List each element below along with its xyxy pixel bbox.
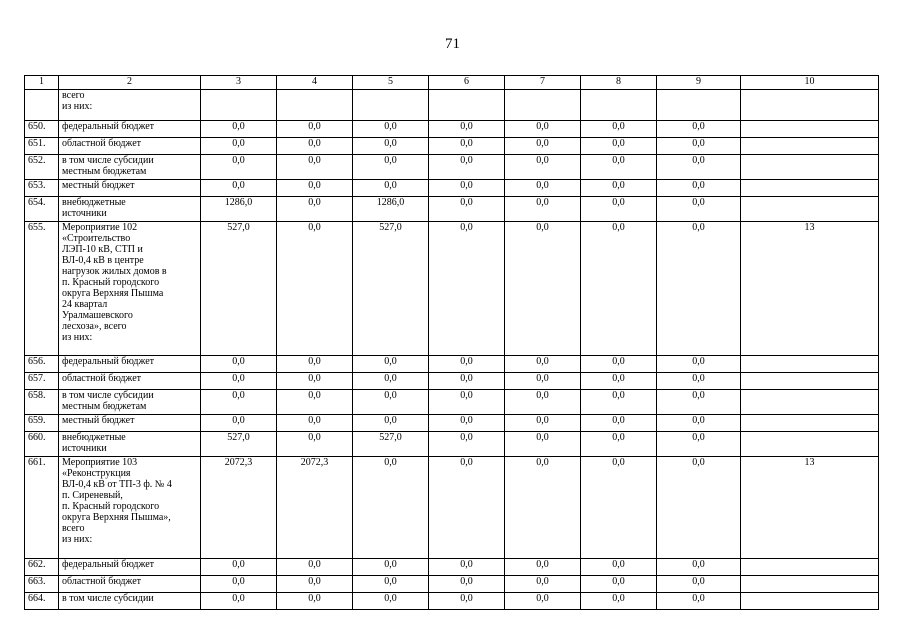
value-cell: 2072,3 [201, 457, 277, 559]
value-cell: 0,0 [505, 432, 581, 457]
value-cell: 0,0 [353, 138, 429, 155]
value-cell: 0,0 [277, 415, 353, 432]
value-cell: 0,0 [429, 121, 505, 138]
value-cell: 0,0 [505, 415, 581, 432]
row-number: 663. [25, 576, 59, 593]
table-row [25, 593, 879, 610]
row-description: Мероприятие 102 «Строительство ЛЭП-10 кВ, СТП и ВЛ-0,4 кВ в центре нагрузок жилых домов в п. Красный городского округа Верхняя Пышма 24 квартал Уралмашевского лесхоза», всего из них: [59, 222, 201, 356]
value-cell: 0,0 [657, 593, 741, 610]
row-number: 658. [25, 390, 59, 415]
value-cell: 0,0 [429, 593, 505, 610]
value-cell: 0,0 [657, 457, 741, 559]
value-cell: 0,0 [581, 559, 657, 576]
value-cell: 0,0 [277, 180, 353, 197]
reference-cell [741, 90, 879, 121]
value-cell: 0,0 [581, 222, 657, 356]
value-cell: 0,0 [201, 180, 277, 197]
row-number: 657. [25, 373, 59, 390]
value-cell: 0,0 [581, 138, 657, 155]
value-cell [581, 90, 657, 121]
row-number: 652. [25, 155, 59, 180]
table-row [25, 576, 879, 593]
page-number: 71 [445, 36, 460, 52]
value-cell: 0,0 [429, 155, 505, 180]
table-header-row [25, 76, 879, 90]
table-row [25, 138, 879, 155]
reference-cell [741, 180, 879, 197]
table-row [25, 180, 879, 197]
column-header: 8 [581, 76, 657, 90]
row-description: федеральный бюджет [59, 356, 201, 373]
value-cell: 0,0 [657, 559, 741, 576]
value-cell: 527,0 [353, 432, 429, 457]
value-cell: 0,0 [657, 356, 741, 373]
value-cell: 0,0 [505, 576, 581, 593]
reference-cell [741, 559, 879, 576]
table-row [25, 155, 879, 180]
column-header: 7 [505, 76, 581, 90]
value-cell: 0,0 [657, 432, 741, 457]
reference-cell [741, 432, 879, 457]
row-number: 656. [25, 356, 59, 373]
row-number: 651. [25, 138, 59, 155]
column-header: 2 [59, 76, 201, 90]
value-cell [277, 90, 353, 121]
row-number: 664. [25, 593, 59, 610]
reference-cell [741, 155, 879, 180]
reference-cell [741, 415, 879, 432]
value-cell: 0,0 [657, 222, 741, 356]
table-row [25, 415, 879, 432]
value-cell: 0,0 [277, 432, 353, 457]
row-description: областной бюджет [59, 373, 201, 390]
reference-cell [741, 593, 879, 610]
table-row [25, 121, 879, 138]
value-cell: 0,0 [429, 390, 505, 415]
value-cell: 0,0 [277, 390, 353, 415]
value-cell: 0,0 [657, 155, 741, 180]
value-cell: 0,0 [277, 222, 353, 356]
table-row [25, 432, 879, 457]
row-description: внебюджетные источники [59, 432, 201, 457]
value-cell: 0,0 [657, 197, 741, 222]
value-cell: 0,0 [353, 415, 429, 432]
row-number: 650. [25, 121, 59, 138]
value-cell: 0,0 [201, 121, 277, 138]
value-cell: 0,0 [581, 390, 657, 415]
row-description: федеральный бюджет [59, 121, 201, 138]
value-cell [201, 90, 277, 121]
value-cell: 0,0 [277, 576, 353, 593]
value-cell: 0,0 [657, 415, 741, 432]
row-number: 662. [25, 559, 59, 576]
reference-cell: 13 [741, 222, 879, 356]
value-cell: 0,0 [581, 432, 657, 457]
value-cell: 0,0 [429, 197, 505, 222]
value-cell: 0,0 [505, 222, 581, 356]
column-header: 9 [657, 76, 741, 90]
value-cell: 0,0 [657, 121, 741, 138]
value-cell: 0,0 [581, 415, 657, 432]
value-cell: 0,0 [581, 155, 657, 180]
value-cell: 0,0 [201, 415, 277, 432]
value-cell: 0,0 [353, 356, 429, 373]
value-cell: 0,0 [429, 432, 505, 457]
reference-cell [741, 373, 879, 390]
value-cell [505, 90, 581, 121]
value-cell: 1286,0 [353, 197, 429, 222]
row-description: местный бюджет [59, 180, 201, 197]
value-cell: 0,0 [505, 559, 581, 576]
value-cell: 0,0 [505, 390, 581, 415]
value-cell: 1286,0 [201, 197, 277, 222]
table-row [25, 373, 879, 390]
value-cell: 0,0 [353, 457, 429, 559]
value-cell: 0,0 [277, 593, 353, 610]
value-cell: 0,0 [353, 559, 429, 576]
value-cell: 0,0 [505, 155, 581, 180]
value-cell: 0,0 [505, 356, 581, 373]
value-cell: 0,0 [581, 457, 657, 559]
value-cell [657, 90, 741, 121]
table-row [25, 197, 879, 222]
table-row [25, 457, 879, 559]
table-row [25, 90, 879, 121]
value-cell: 0,0 [201, 155, 277, 180]
value-cell: 0,0 [277, 121, 353, 138]
value-cell: 0,0 [429, 138, 505, 155]
value-cell: 0,0 [429, 180, 505, 197]
reference-cell [741, 197, 879, 222]
reference-cell [741, 576, 879, 593]
row-description: областной бюджет [59, 138, 201, 155]
value-cell: 0,0 [353, 576, 429, 593]
table-row [25, 222, 879, 356]
value-cell: 0,0 [581, 197, 657, 222]
value-cell: 0,0 [429, 559, 505, 576]
value-cell: 0,0 [277, 197, 353, 222]
reference-cell: 13 [741, 457, 879, 559]
value-cell: 0,0 [201, 138, 277, 155]
value-cell: 0,0 [277, 356, 353, 373]
value-cell: 0,0 [429, 415, 505, 432]
value-cell: 0,0 [657, 180, 741, 197]
value-cell: 0,0 [657, 138, 741, 155]
value-cell: 0,0 [201, 356, 277, 373]
row-number: 660. [25, 432, 59, 457]
reference-cell [741, 138, 879, 155]
table-row [25, 390, 879, 415]
value-cell: 0,0 [505, 180, 581, 197]
row-number [25, 90, 59, 121]
value-cell: 0,0 [581, 356, 657, 373]
value-cell: 0,0 [505, 197, 581, 222]
value-cell: 0,0 [429, 356, 505, 373]
row-description: областной бюджет [59, 576, 201, 593]
value-cell: 0,0 [277, 559, 353, 576]
column-header: 3 [201, 76, 277, 90]
budget-table [24, 75, 879, 610]
table-row [25, 559, 879, 576]
row-number: 661. [25, 457, 59, 559]
table-row [25, 356, 879, 373]
value-cell: 0,0 [353, 155, 429, 180]
value-cell: 0,0 [201, 559, 277, 576]
value-cell: 0,0 [201, 593, 277, 610]
value-cell: 0,0 [581, 373, 657, 390]
value-cell: 2072,3 [277, 457, 353, 559]
value-cell: 0,0 [505, 138, 581, 155]
row-description: в том числе субсидии [59, 593, 201, 610]
row-description: в том числе субсидии местным бюджетам [59, 390, 201, 415]
row-description: местный бюджет [59, 415, 201, 432]
row-number: 653. [25, 180, 59, 197]
column-header: 10 [741, 76, 879, 90]
value-cell: 0,0 [581, 180, 657, 197]
reference-cell [741, 356, 879, 373]
value-cell: 0,0 [277, 373, 353, 390]
value-cell: 0,0 [657, 373, 741, 390]
value-cell: 0,0 [353, 593, 429, 610]
row-description: федеральный бюджет [59, 559, 201, 576]
value-cell [429, 90, 505, 121]
reference-cell [741, 121, 879, 138]
value-cell: 0,0 [581, 576, 657, 593]
value-cell: 527,0 [353, 222, 429, 356]
value-cell: 0,0 [505, 457, 581, 559]
value-cell: 0,0 [353, 373, 429, 390]
value-cell: 0,0 [277, 155, 353, 180]
row-description: всего из них: [59, 90, 201, 121]
column-header: 6 [429, 76, 505, 90]
row-number: 654. [25, 197, 59, 222]
value-cell: 527,0 [201, 432, 277, 457]
value-cell: 0,0 [505, 373, 581, 390]
value-cell [353, 90, 429, 121]
value-cell: 0,0 [657, 390, 741, 415]
value-cell: 0,0 [201, 373, 277, 390]
reference-cell [741, 390, 879, 415]
value-cell: 0,0 [201, 390, 277, 415]
value-cell: 0,0 [201, 576, 277, 593]
value-cell: 0,0 [353, 180, 429, 197]
value-cell: 0,0 [353, 121, 429, 138]
column-header: 5 [353, 76, 429, 90]
value-cell: 0,0 [353, 390, 429, 415]
value-cell: 527,0 [201, 222, 277, 356]
value-cell: 0,0 [505, 593, 581, 610]
value-cell: 0,0 [429, 576, 505, 593]
value-cell: 0,0 [505, 121, 581, 138]
row-description: в том числе субсидии местным бюджетам [59, 155, 201, 180]
value-cell: 0,0 [429, 373, 505, 390]
column-header: 4 [277, 76, 353, 90]
row-description: Мероприятие 103 «Реконструкция ВЛ-0,4 кВ от ТП-3 ф. № 4 п. Сиреневый, п. Красный городского округа Верхняя Пышма», всего из них: [59, 457, 201, 559]
column-header: 1 [25, 76, 59, 90]
row-number: 659. [25, 415, 59, 432]
value-cell: 0,0 [429, 222, 505, 356]
value-cell: 0,0 [429, 457, 505, 559]
row-description: внебюджетные источники [59, 197, 201, 222]
row-number: 655. [25, 222, 59, 356]
value-cell: 0,0 [581, 121, 657, 138]
value-cell: 0,0 [277, 138, 353, 155]
value-cell: 0,0 [657, 576, 741, 593]
value-cell: 0,0 [581, 593, 657, 610]
